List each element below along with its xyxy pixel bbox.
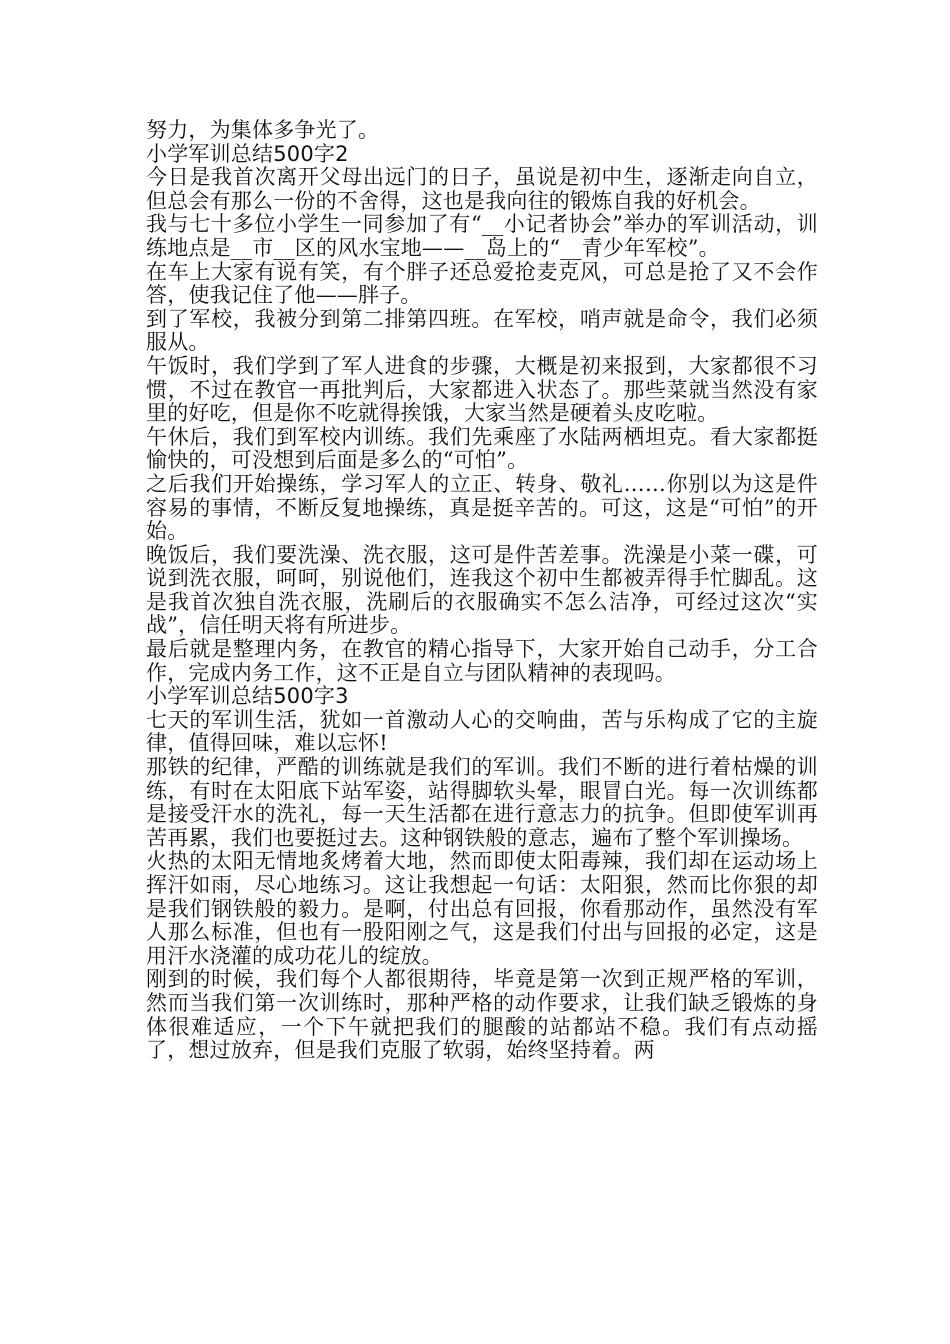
paragraph-8: 午休后，我们到军校内训练。我们先乘座了水陆两栖坦克。看大家都挺愉快的，可没想到后面是多么的“可怕”。 — [146, 424, 818, 473]
paragraph-7: 午饭时，我们学到了军人进食的步骤，大概是初来报到，大家都很不习惯，不过在教官一再批判后，大家都进入状态了。那些菜就当然没有家里的好吃，但是你不吃就得挨饿，大家当然是硬着头皮吃啦。 — [146, 353, 818, 426]
document-body — [146, 119, 818, 1063]
paragraph-11: 最后就是整理内务，在教官的精心指导下，大家开始自己动手，分工合作，完成内务工作，这不正是自立与团队精神的表现吗。 — [146, 637, 818, 685]
paragraph-5: 在车上大家有说有笑，有个胖子还总爱抢麦克风，可总是抢了又不会作答，使我记住了他——胖子。 — [146, 259, 818, 308]
paragraph-6: 到了军校，我被分到第二排第四班。在军校，哨声就是命令，我们必须服从。 — [146, 306, 818, 355]
paragraph-9: 之后我们开始操练，学习军人的立正、转身、敬礼……你别以为这是件容易的事情，不断反复地操练，真是挺辛苦的。可这，这是“可怕”的开始。 — [146, 471, 818, 544]
paragraph-16: 刚到的时候，我们每个人都很期待，毕竟是第一次到正规严格的军训，然而当我们第一次训练时，那种严格的动作要求，让我们缺乏锻炼的身体很难适应，一个下午就把我们的腿酸的站都站不稳。我们有点动摇了，想过放弃，但是我们克服了软弱，始终坚持着。两 — [146, 967, 818, 1063]
section-heading-3: 小学军训总结500字3 — [146, 684, 349, 709]
paragraph-10: 晚饭后，我们要洗澡、洗衣服，这可是件苦差事。洗澡是小菜一碟，可说到洗衣服，呵呵，别说他们，连我这个初中生都被弄得手忙脚乱。这是我首次独自洗衣服，洗刷后的衣服确实不怎么洁净，可经过这次“实战”，信任明天将有所进步。 — [146, 542, 818, 638]
paragraph-4: 我与七十多位小学生一同参加了有“__小记者协会”举办的军训活动，训练地点是__市__区的风水宝地——__岛上的“__青少年军校”。 — [146, 212, 818, 260]
section-heading-2: 小学军训总结500字2 — [146, 141, 349, 166]
paragraph-14: 那铁的纪律，严酷的训练就是我们的军训。我们不断的进行着枯燥的训练，有时在太阳底下站军姿，站得脚软头晕，眼冒白光。每一次训练都是接受汗水的洗礼，每一天生活都在进行意志力的抗争。但即使军训再苦再累，我们也要挺过去。这种钢铁般的意志，遍布了整个军训操场。 — [146, 755, 818, 850]
paragraph-3: 今日是我首次离开父母出远门的日子，虽说是初中生，逐渐走向自立，但总会有那么一份的不舍得，这也是我向往的锻炼自我的好机会。 — [146, 165, 818, 213]
paragraph-15: 火热的太阳无情地炙烤着大地，然而即使太阳毒辣，我们却在运动场上挥汗如雨，尽心地练习。这让我想起一句话：太阳狠，然而比你狠的却是我们钢铁般的毅力。是啊，付出总有回报，你看那动作，虽然没有军人那么标准，但也有一股阳刚之气，这是我们付出与回报的必定，这是用汗水浇灌的成功花儿的绽放。 — [146, 849, 818, 968]
paragraph-13: 七天的军训生活，犹如一首激动人心的交响曲，苦与乐构成了它的主旋律，值得回味，难以忘怀! — [146, 707, 818, 756]
paragraph-1: 努力，为集体多争光了。 — [146, 118, 380, 142]
